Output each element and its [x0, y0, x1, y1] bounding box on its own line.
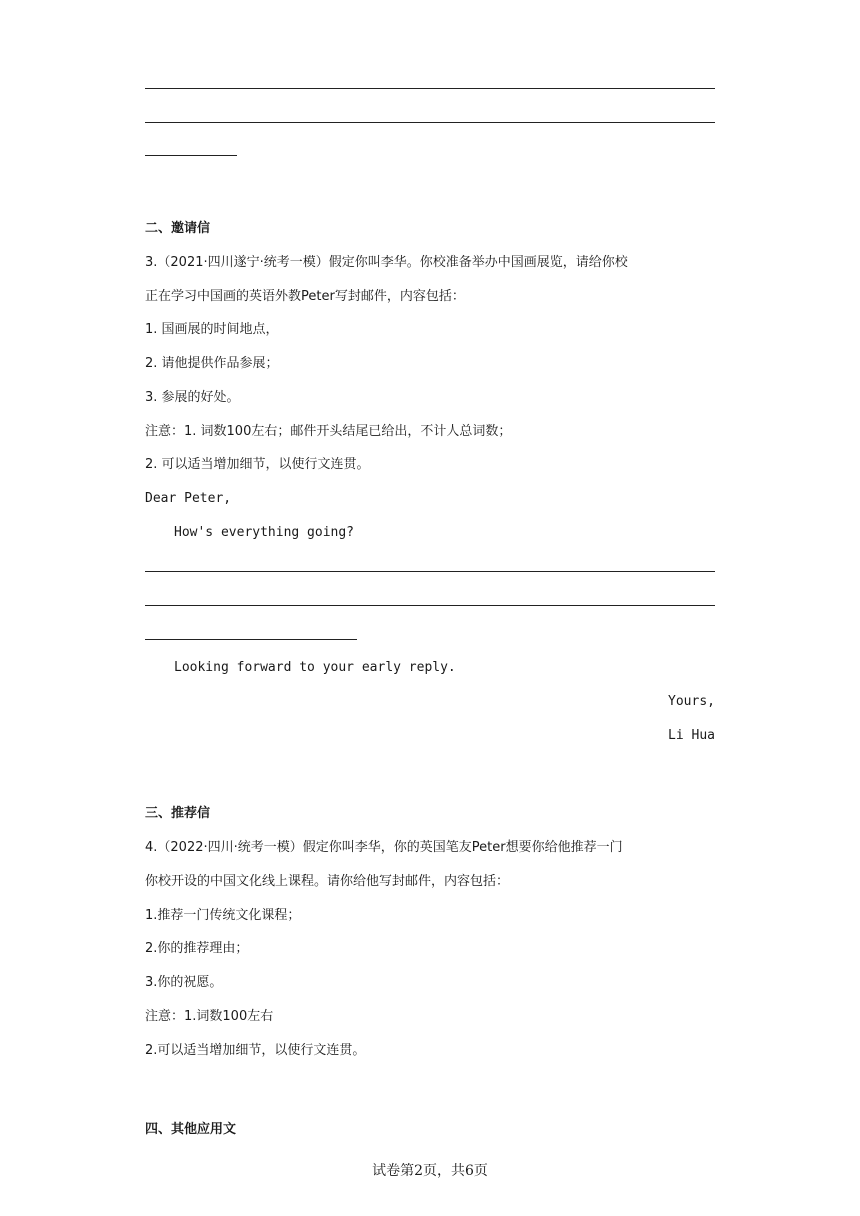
answer-line [145, 155, 237, 156]
list-item: 1.推荐一门传统文化课程； [145, 908, 301, 923]
question-text: 正在学习中国画的英语外教Peter写封邮件，内容包括： [145, 289, 465, 304]
page-footer: 试卷第2页，共6页 [372, 1163, 488, 1179]
section-heading: 二、邀请信 [145, 221, 211, 236]
letter-closing: Looking forward to your early reply. [174, 660, 456, 675]
answer-line [145, 605, 715, 606]
letter-greeting: Dear Peter, [145, 491, 232, 506]
section-heading: 三、推荐信 [145, 806, 211, 821]
note-text: 2.可以适当增加细节，以使行文连贯。 [145, 1043, 366, 1058]
question-text: 4.（2022·四川·统考一模）假定你叫李华，你的英国笔友Peter想要你给他推荐一门 [145, 840, 623, 855]
list-item: 2.你的推荐理由； [145, 941, 249, 956]
letter-signature: Li Hua [668, 728, 715, 743]
note-text: 注意：1. 词数100左右；邮件开头结尾已给出，不计人总词数； [145, 424, 512, 439]
section-heading: 四、其他应用文 [145, 1122, 237, 1137]
letter-signoff: Yours, [668, 694, 715, 709]
answer-line [145, 571, 715, 572]
letter-opening: How's everything going? [174, 525, 355, 540]
note-text: 注意：1.词数100左右 [145, 1009, 274, 1024]
note-text: 2. 可以适当增加细节，以使行文连贯。 [145, 457, 370, 472]
list-item: 3.你的祝愿。 [145, 975, 223, 990]
list-item: 2. 请他提供作品参展； [145, 356, 279, 371]
answer-line [145, 639, 357, 640]
question-text: 你校开设的中国文化线上课程。请你给他写封邮件，内容包括： [145, 874, 510, 889]
answer-line [145, 88, 715, 89]
question-text: 3.（2021·四川遂宁·统考一模）假定你叫李华。你校准备举办中国画展览，请给你校 [145, 255, 628, 270]
list-item: 3. 参展的好处。 [145, 390, 240, 405]
answer-line [145, 122, 715, 123]
list-item: 1. 国画展的时间地点， [145, 322, 279, 337]
